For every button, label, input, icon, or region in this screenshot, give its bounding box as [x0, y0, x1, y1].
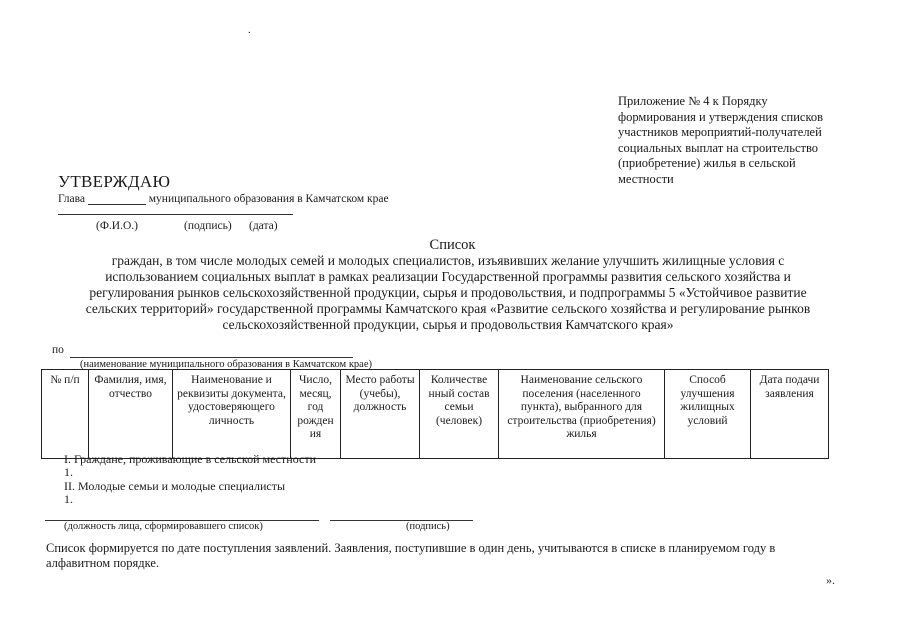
col-settlement: Наименование сельского поселения (населенного пункта), выбранного для строительства (приобретения) жилья [499, 370, 665, 459]
signature-caption: (подпись) [406, 521, 450, 532]
appendix-line: местности [618, 171, 674, 186]
col-birth-date: Число, месяц, год рожден ия [291, 370, 341, 459]
caption-date: (дата) [249, 220, 278, 232]
section-item: 1. [64, 492, 73, 506]
head-prefix: Глава [58, 193, 86, 205]
subtitle-line: использованием социальных выплат в рамках реализации Государственной программы развития сельского хозяйства и [105, 269, 791, 284]
appendix-line: социальных выплат на строительство [618, 140, 819, 155]
appendix-note [618, 94, 848, 187]
col-workplace: Место работы (учебы), должность [341, 370, 420, 459]
caption-name: (Ф.И.О.) [96, 220, 138, 232]
section-title: I. Граждане, проживающие в сельской местности [64, 452, 316, 466]
col-number: № п/п [42, 370, 89, 459]
subtitle-line: регулирования рынков сельскохозяйственной продукции, сырья и продовольствия, и подпрограммы 5 «Устойчивое развитие [89, 285, 807, 300]
section-item: 1. [64, 465, 73, 479]
document-subtitle [48, 253, 848, 333]
col-full-name: Фамилия, имя, отчество [89, 370, 173, 459]
col-improvement-method: Способ улучшения жилищных условий [665, 370, 751, 459]
col-id-document: Наименование и реквизиты документа, удостоверяющего личность [173, 370, 291, 459]
signature-line [330, 520, 473, 521]
section-title: II. Молодые семьи и молодые специалисты [64, 479, 286, 493]
caption-signature: (подпись) [184, 220, 232, 232]
position-caption: (должность лица, сформировавшего список) [64, 521, 263, 532]
applicants-table [41, 369, 829, 459]
appendix-line: Приложение № 4 к Порядку [618, 94, 768, 108]
po-line [70, 357, 353, 358]
po-label: по [52, 344, 64, 356]
head-suffix: муниципального образования в Камчатском крае [148, 193, 389, 205]
subtitle-line: сельскохозяйственной продукции, сырья и продовольствия Камчатского края» [222, 317, 674, 332]
document-title: Список [429, 237, 476, 253]
head-line [58, 193, 389, 205]
table-header-row [42, 370, 829, 459]
subtitle-line: сельских территорий» государственной программы Камчатского края «Развитие сельского хозяйства и регулирование рынков [85, 301, 811, 316]
appendix-line: (приобретение) жилья в сельской [618, 156, 796, 170]
approval-sign-line [58, 214, 293, 215]
appendix-line: участников мероприятий-получателей [618, 125, 822, 139]
col-family-size: Количестве нный состав семьи (человек) [420, 370, 499, 459]
head-name-blank [88, 204, 146, 205]
closing-mark: ». [826, 573, 835, 587]
appendix-line: формирования и утверждения списков [618, 109, 824, 124]
col-application-date: Дата подачи заявления [751, 370, 829, 459]
subtitle-line: граждан, в том числе молодых семей и молодых специалистов, изъявивших желание улучшить жилищные условия с [111, 253, 785, 268]
approval-title: УТВЕРЖДАЮ [58, 172, 171, 191]
footnote: Список формируется по дате поступления заявлений. Заявления, поступившие в один день, учитываются в списке в планируемом году в алфавитном порядке. [46, 541, 776, 570]
po-caption: (наименование муниципального образования в Камчатском крае) [80, 359, 373, 370]
stray-mark: . [248, 24, 251, 36]
